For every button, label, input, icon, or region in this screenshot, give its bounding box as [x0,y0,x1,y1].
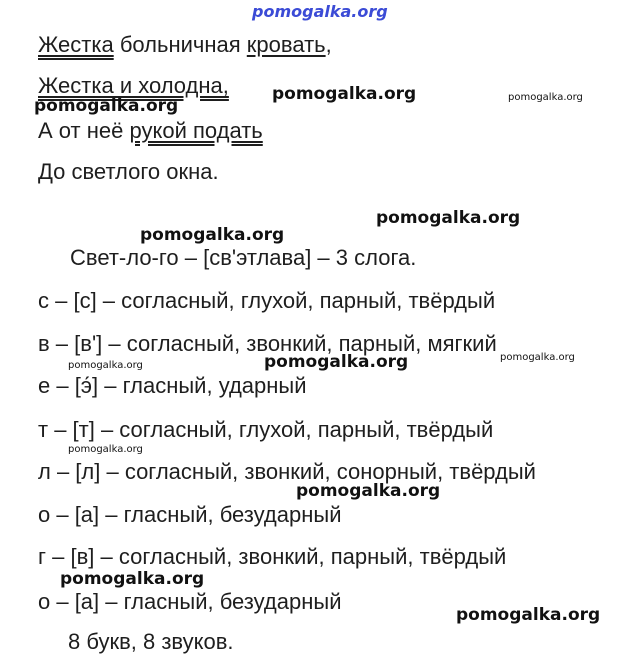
watermark: pomogalka.org [264,352,409,372]
letter-row: т – [т] – согласный, глухой, парный, твёрдый [38,417,494,442]
word-subject: Жестка [38,32,114,57]
watermark: pomogalka.org [68,444,143,455]
comma: , [325,32,332,57]
poem-line-1 [38,32,332,58]
letter-row: о – [а] – гласный, безударный [38,502,342,527]
watermark: pomogalka.org [508,92,583,103]
watermark-top: pomogalka.org [252,2,388,21]
watermark: pomogalka.org [296,481,441,501]
letter-row: л – [л] – согласный, звонкий, сонорный, твёрдый [38,459,536,484]
letter-row: о – [а] – гласный, безударный [38,589,342,614]
letter-row: е – [э́] – гласный, ударный [38,373,307,398]
syllable-analysis: Свет-ло-го – [св'этлава] – 3 слога. [70,245,417,270]
letter-row: в – [в'] – согласный, звонкий, парный, мягкий [38,331,497,356]
poem-line-3-start: А от неё [38,118,130,143]
watermark: pomogalka.org [456,605,601,625]
poem-line-4: До светлого окна. [38,159,219,184]
watermark: pomogalka.org [34,96,179,116]
letter-row: с – [с] – согласный, глухой, парный, твёрдый [38,288,496,313]
watermark: pomogalka.org [60,569,205,589]
poem-line-2: Жестка и холодна, [38,73,229,98]
watermark: pomogalka.org [140,225,285,245]
poem-line-3 [38,118,263,144]
summary: 8 букв, 8 звуков. [68,629,234,654]
watermark: pomogalka.org [376,208,521,228]
watermark: pomogalka.org [272,84,417,104]
letter-row: г – [в] – согласный, звонкий, парный, твёрдый [38,544,507,569]
word-rukoy-podat: рукой подать [129,118,263,143]
watermark: pomogalka.org [68,360,143,371]
watermark: pomogalka.org [500,352,575,363]
word-plain: больничная [113,32,247,57]
word-kravat: кровать [246,32,326,57]
